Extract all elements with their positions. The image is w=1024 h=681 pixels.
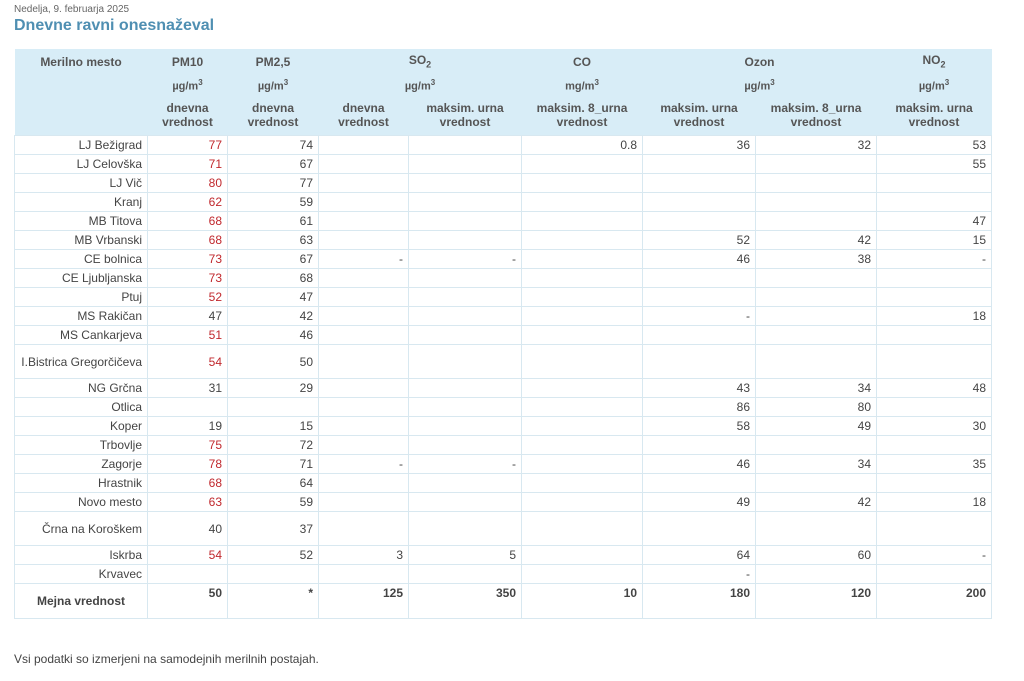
ozone-hourly-cell: 52	[643, 231, 756, 250]
pm10-cell: 68	[148, 212, 228, 231]
so2-daily-cell	[319, 512, 409, 546]
unit-so2: $\mu g/m^3$	[319, 75, 522, 95]
ozone-8h-cell: 60	[756, 546, 877, 565]
so2-hourly-cell	[409, 212, 522, 231]
so2-daily-cell	[319, 231, 409, 250]
so2-hourly-cell	[409, 136, 522, 155]
pm10-cell: 51	[148, 326, 228, 345]
station-cell: Hrastnik	[15, 474, 148, 493]
station-cell: Iskrba	[15, 546, 148, 565]
limit-co-cell: 10	[522, 584, 643, 619]
co-cell	[522, 379, 643, 398]
pm10-cell: 62	[148, 193, 228, 212]
co-cell	[522, 212, 643, 231]
co-cell	[522, 493, 643, 512]
so2-daily-cell	[319, 379, 409, 398]
table-row	[15, 212, 992, 231]
co-cell	[522, 193, 643, 212]
so2-hourly-cell: -	[409, 250, 522, 269]
pm25-cell: 74	[228, 136, 319, 155]
no2-cell: 53	[877, 136, 992, 155]
pm25-cell: 46	[228, 326, 319, 345]
no2-cell	[877, 193, 992, 212]
so2-hourly-cell	[409, 512, 522, 546]
ozone-hourly-cell	[643, 512, 756, 546]
co-cell	[522, 231, 643, 250]
co-cell	[522, 269, 643, 288]
pm10-cell: 52	[148, 288, 228, 307]
table-row	[15, 326, 992, 345]
ozone-hourly-cell	[643, 212, 756, 231]
pm25-cell: 37	[228, 512, 319, 546]
ozone-8h-cell: 34	[756, 379, 877, 398]
ozone-hourly-cell	[643, 155, 756, 174]
pm10-cell: 31	[148, 379, 228, 398]
so2-daily-cell	[319, 398, 409, 417]
ozone-hourly-cell	[643, 345, 756, 379]
pm10-cell: 68	[148, 474, 228, 493]
pm25-cell: 77	[228, 174, 319, 193]
ozone-8h-cell: 42	[756, 231, 877, 250]
co-cell: 0.8	[522, 136, 643, 155]
ozone-8h-cell	[756, 512, 877, 546]
so2-daily-cell	[319, 307, 409, 326]
table-row	[15, 436, 992, 455]
limit-so2-hourly-cell: 350	[409, 584, 522, 619]
metric-pm10: dnevna vrednost	[148, 95, 228, 136]
co-cell	[522, 174, 643, 193]
so2-hourly-cell	[409, 307, 522, 326]
station-cell: MB Titova	[15, 212, 148, 231]
pm10-cell: 73	[148, 269, 228, 288]
co-cell	[522, 345, 643, 379]
so2-daily-cell	[319, 474, 409, 493]
station-cell: CE bolnica	[15, 250, 148, 269]
so2-hourly-cell	[409, 417, 522, 436]
ozone-8h-cell	[756, 474, 877, 493]
pm25-cell: 64	[228, 474, 319, 493]
no2-cell	[877, 288, 992, 307]
footnote: Vsi podatki so izmerjeni na samodejnih merilnih postajah.	[14, 652, 319, 666]
metric-pm25: dnevna vrednost	[228, 95, 319, 136]
limit-row	[15, 584, 992, 619]
so2-hourly-cell	[409, 326, 522, 345]
table-row	[15, 474, 992, 493]
station-cell: Ptuj	[15, 288, 148, 307]
no2-cell: 47	[877, 212, 992, 231]
so2-hourly-cell	[409, 174, 522, 193]
so2-daily-cell: 3	[319, 546, 409, 565]
header-pm25: PM2,5	[228, 49, 319, 75]
header-ozone: Ozon	[643, 49, 877, 75]
table-row	[15, 455, 992, 474]
table-row	[15, 231, 992, 250]
no2-cell: 48	[877, 379, 992, 398]
ozone-hourly-cell: -	[643, 565, 756, 584]
no2-cell	[877, 436, 992, 455]
table-row	[15, 288, 992, 307]
page-title: Dnevne ravni onesnaževal	[14, 17, 215, 34]
pm25-cell: 15	[228, 417, 319, 436]
ozone-8h-cell	[756, 326, 877, 345]
so2-hourly-cell	[409, 565, 522, 584]
header-so2: $SO_2$	[319, 49, 522, 75]
pm10-cell: 54	[148, 546, 228, 565]
limit-pm25-cell: *	[228, 584, 319, 619]
ozone-hourly-cell: 58	[643, 417, 756, 436]
so2-daily-cell	[319, 212, 409, 231]
so2-hourly-cell	[409, 345, 522, 379]
unit-no2: $\mu g/m^3$	[877, 75, 992, 95]
ozone-8h-cell	[756, 155, 877, 174]
so2-hourly-cell	[409, 288, 522, 307]
pm25-cell: 63	[228, 231, 319, 250]
pm10-cell	[148, 398, 228, 417]
header-station: Merilno mesto	[15, 49, 148, 75]
no2-cell	[877, 474, 992, 493]
metric-ozone-hourly: maksim. urna vrednost	[643, 95, 756, 136]
co-cell	[522, 288, 643, 307]
so2-daily-cell	[319, 174, 409, 193]
ozone-8h-cell: 32	[756, 136, 877, 155]
ozone-8h-cell	[756, 212, 877, 231]
metric-so2-daily: dnevna vrednost	[319, 95, 409, 136]
ozone-hourly-cell	[643, 193, 756, 212]
ozone-8h-cell	[756, 345, 877, 379]
ozone-hourly-cell: 86	[643, 398, 756, 417]
header-no2: $NO_2$	[877, 49, 992, 75]
limit-ozone-hourly-cell: 180	[643, 584, 756, 619]
station-cell: Novo mesto	[15, 493, 148, 512]
no2-cell	[877, 174, 992, 193]
station-cell: Trbovlje	[15, 436, 148, 455]
unit-empty	[15, 75, 148, 95]
limit-pm10-cell: 50	[148, 584, 228, 619]
pm10-cell: 77	[148, 136, 228, 155]
limit-ozone-8h-cell: 120	[756, 584, 877, 619]
station-cell: Otlica	[15, 398, 148, 417]
table-row	[15, 398, 992, 417]
unit-pm25: $\mu g/m^3$	[228, 75, 319, 95]
table-row	[15, 546, 992, 565]
so2-daily-cell	[319, 326, 409, 345]
so2-daily-cell	[319, 493, 409, 512]
pm25-cell: 52	[228, 546, 319, 565]
station-cell: Zagorje	[15, 455, 148, 474]
table-row	[15, 379, 992, 398]
no2-cell	[877, 398, 992, 417]
table-row	[15, 417, 992, 436]
station-cell: LJ Vič	[15, 174, 148, 193]
header-co: CO	[522, 49, 643, 75]
pm10-cell: 47	[148, 307, 228, 326]
no2-cell	[877, 512, 992, 546]
co-cell	[522, 455, 643, 474]
so2-hourly-cell	[409, 379, 522, 398]
ozone-8h-cell: 38	[756, 250, 877, 269]
station-cell: LJ Bežigrad	[15, 136, 148, 155]
so2-daily-cell	[319, 345, 409, 379]
pollution-table	[14, 49, 992, 619]
pm10-cell: 68	[148, 231, 228, 250]
limit-no2-cell: 200	[877, 584, 992, 619]
station-cell: LJ Celovška	[15, 155, 148, 174]
ozone-hourly-cell	[643, 269, 756, 288]
co-cell	[522, 565, 643, 584]
pm10-cell: 73	[148, 250, 228, 269]
table-row	[15, 493, 992, 512]
so2-daily-cell	[319, 269, 409, 288]
no2-cell: 18	[877, 307, 992, 326]
station-cell: MS Cankarjeva	[15, 326, 148, 345]
unit-ozone: $\mu g/m^3$	[643, 75, 877, 95]
so2-daily-cell	[319, 136, 409, 155]
station-cell: MS Rakičan	[15, 307, 148, 326]
so2-hourly-cell	[409, 231, 522, 250]
ozone-hourly-cell: 36	[643, 136, 756, 155]
so2-hourly-cell	[409, 436, 522, 455]
metric-co-8h: maksim. 8_urna vrednost	[522, 95, 643, 136]
station-cell: Krvavec	[15, 565, 148, 584]
ozone-hourly-cell: 46	[643, 250, 756, 269]
ozone-hourly-cell: 43	[643, 379, 756, 398]
no2-cell: 18	[877, 493, 992, 512]
date-label: Nedelja, 9. februarja 2025	[14, 4, 130, 15]
pm25-cell	[228, 565, 319, 584]
so2-hourly-cell: 5	[409, 546, 522, 565]
ozone-8h-cell	[756, 288, 877, 307]
co-cell	[522, 546, 643, 565]
unit-pm10: $\mu g/m^3$	[148, 75, 228, 95]
table-row	[15, 155, 992, 174]
pm25-cell: 67	[228, 155, 319, 174]
pm10-cell: 80	[148, 174, 228, 193]
station-cell: Koper	[15, 417, 148, 436]
ozone-hourly-cell: -	[643, 307, 756, 326]
co-cell	[522, 250, 643, 269]
ozone-8h-cell	[756, 307, 877, 326]
pm25-cell: 68	[228, 269, 319, 288]
station-cell: NG Grčna	[15, 379, 148, 398]
ozone-hourly-cell: 46	[643, 455, 756, 474]
so2-hourly-cell	[409, 193, 522, 212]
ozone-hourly-cell	[643, 436, 756, 455]
pm10-cell: 75	[148, 436, 228, 455]
metric-empty	[15, 95, 148, 136]
pm10-cell: 71	[148, 155, 228, 174]
table-row	[15, 193, 992, 212]
table-row	[15, 250, 992, 269]
metric-so2-hourly: maksim. urna vrednost	[409, 95, 522, 136]
no2-cell: -	[877, 250, 992, 269]
ozone-hourly-cell	[643, 474, 756, 493]
ozone-8h-cell	[756, 436, 877, 455]
so2-hourly-cell	[409, 474, 522, 493]
ozone-8h-cell	[756, 193, 877, 212]
pm25-cell: 59	[228, 493, 319, 512]
no2-cell: -	[877, 546, 992, 565]
pm10-cell: 54	[148, 345, 228, 379]
no2-cell	[877, 269, 992, 288]
co-cell	[522, 398, 643, 417]
co-cell	[522, 326, 643, 345]
so2-hourly-cell	[409, 493, 522, 512]
so2-hourly-cell	[409, 398, 522, 417]
pm25-cell	[228, 398, 319, 417]
ozone-hourly-cell: 49	[643, 493, 756, 512]
so2-daily-cell	[319, 193, 409, 212]
no2-cell: 35	[877, 455, 992, 474]
pm25-cell: 42	[228, 307, 319, 326]
table-row	[15, 345, 992, 379]
header-pm10: PM10	[148, 49, 228, 75]
station-cell: CE Ljubljanska	[15, 269, 148, 288]
ozone-hourly-cell	[643, 288, 756, 307]
pm10-cell: 78	[148, 455, 228, 474]
no2-cell	[877, 565, 992, 584]
pm25-cell: 50	[228, 345, 319, 379]
pm25-cell: 29	[228, 379, 319, 398]
pm25-cell: 72	[228, 436, 319, 455]
co-cell	[522, 417, 643, 436]
co-cell	[522, 512, 643, 546]
ozone-8h-cell: 42	[756, 493, 877, 512]
ozone-hourly-cell: 64	[643, 546, 756, 565]
ozone-8h-cell	[756, 174, 877, 193]
unit-co: $mg/m^3$	[522, 75, 643, 95]
co-cell	[522, 474, 643, 493]
pm10-cell: 63	[148, 493, 228, 512]
no2-cell: 15	[877, 231, 992, 250]
table-row	[15, 136, 992, 155]
pm10-cell: 19	[148, 417, 228, 436]
so2-daily-cell	[319, 417, 409, 436]
so2-hourly-cell	[409, 155, 522, 174]
limit-so2-daily-cell: 125	[319, 584, 409, 619]
metric-ozone-8h: maksim. 8_urna vrednost	[756, 95, 877, 136]
limit-station-cell: Mejna vrednost	[15, 584, 148, 619]
ozone-hourly-cell	[643, 326, 756, 345]
no2-cell	[877, 345, 992, 379]
so2-daily-cell	[319, 565, 409, 584]
ozone-hourly-cell	[643, 174, 756, 193]
so2-daily-cell: -	[319, 250, 409, 269]
ozone-8h-cell: 34	[756, 455, 877, 474]
so2-daily-cell	[319, 155, 409, 174]
table-row	[15, 174, 992, 193]
no2-cell	[877, 326, 992, 345]
table-row	[15, 512, 992, 546]
so2-hourly-cell: -	[409, 455, 522, 474]
so2-hourly-cell	[409, 269, 522, 288]
so2-daily-cell	[319, 288, 409, 307]
pm25-cell: 59	[228, 193, 319, 212]
co-cell	[522, 436, 643, 455]
station-cell: I.Bistrica Gregorčičeva	[15, 345, 148, 379]
station-cell: Kranj	[15, 193, 148, 212]
co-cell	[522, 307, 643, 326]
no2-cell: 55	[877, 155, 992, 174]
so2-daily-cell	[319, 436, 409, 455]
table-row	[15, 269, 992, 288]
table-row	[15, 565, 992, 584]
no2-cell: 30	[877, 417, 992, 436]
pm10-cell: 40	[148, 512, 228, 546]
pm25-cell: 71	[228, 455, 319, 474]
ozone-8h-cell	[756, 565, 877, 584]
ozone-8h-cell: 49	[756, 417, 877, 436]
ozone-8h-cell	[756, 269, 877, 288]
co-cell	[522, 155, 643, 174]
pm10-cell	[148, 565, 228, 584]
pm25-cell: 47	[228, 288, 319, 307]
station-cell: MB Vrbanski	[15, 231, 148, 250]
pm25-cell: 61	[228, 212, 319, 231]
metric-no2-hourly: maksim. urna vrednost	[877, 95, 992, 136]
pm25-cell: 67	[228, 250, 319, 269]
table-row	[15, 307, 992, 326]
so2-daily-cell: -	[319, 455, 409, 474]
ozone-8h-cell: 80	[756, 398, 877, 417]
station-cell: Črna na Koroškem	[15, 512, 148, 546]
